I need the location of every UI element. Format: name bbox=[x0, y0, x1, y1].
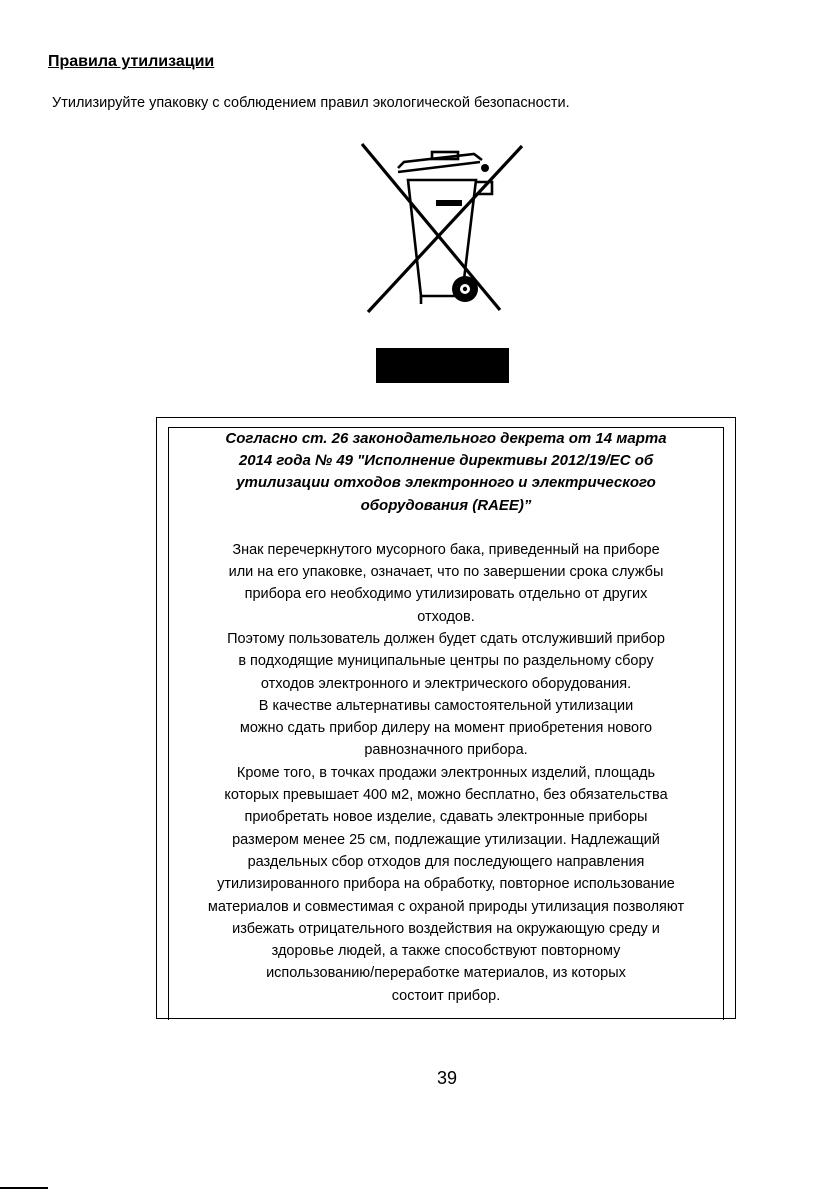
intro-text: Утилизируйте упаковку с соблюдением правил экологической безопасности. bbox=[52, 95, 570, 111]
notice-body: Знак перечеркнутого мусорного бака, приведенный на приборе или на его упаковке, означает, что по завершении срока службы прибора его необходимо утилизировать отдельно от других отходов. Поэтому пользователь должен будет сдать отслуживший прибор в подходящие муниципальные центры по раздельному сбору отходов электронного и электрического оборудования. В качестве альтернативы самостоятельной утилизации можно сдать прибор дилеру на момент приобретения нового равнозначного прибора. Кроме того, в точках продажи электронных изделий, площадь которых превышает 400 м2, можно бесплатно, без обязательства приобретать новое изделие, сдавать электронные приборы размером менее 25 см, подлежащие утилизации. Надлежащий раздельных сбор отходов для последующего направления утилизированного прибора на обработку, повторное использование материалов и совместимая с охраной природы утилизация позволяют избежать отрицательного воздействия на окружающую среду и здоровье людей, а также способствуют повторному использованию/переработке материалов, из которых состоит прибор. bbox=[207, 541, 685, 1004]
notice-box bbox=[168, 427, 724, 1020]
crossed-out-wheeled-bin-icon bbox=[358, 138, 528, 320]
page-number: 39 bbox=[436, 1068, 458, 1088]
section-title: Правила утилизации bbox=[48, 53, 215, 70]
black-bar bbox=[376, 348, 509, 383]
scan-mark bbox=[0, 1187, 48, 1189]
decree-heading: Согласно ст. 26 законодательного декрета от 14 марта 2014 года № 49 "Исполнение директивы 2012/19/ЕС об утилизации отходов электронного и электрического оборудования (RAEE)” bbox=[225, 430, 667, 514]
